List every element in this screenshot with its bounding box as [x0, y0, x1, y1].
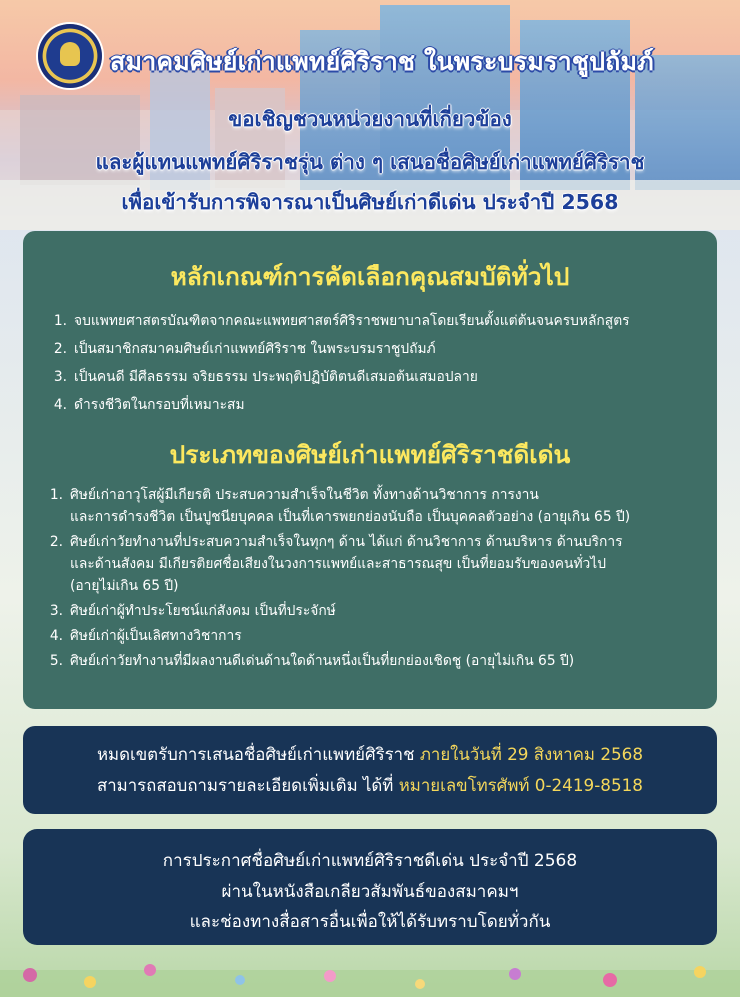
- item-number: 1.: [49, 487, 63, 503]
- deadline-line: [23, 742, 717, 768]
- item-text: เป็นคนดี มีศีลธรรม จริยธรรม ประพฤติปฏิบัติตนดีเสมอต้นเสมอปลาย: [74, 369, 478, 385]
- item-number: 5.: [49, 653, 63, 669]
- announcement-box: [23, 829, 717, 945]
- contact-line: [23, 773, 717, 799]
- list-item: [45, 391, 705, 419]
- list-item: [41, 625, 709, 647]
- item-number: 1.: [53, 313, 67, 329]
- deadline-box: [23, 726, 717, 814]
- item-text: ศิษย์เก่าวัยทำงานที่ประสบความสำเร็จในทุกๆ ด้าน ได้แก่ ด้านวิชาการ ด้านบริหาร ด้านบริการ: [70, 534, 623, 550]
- deadline-text: หมดเขตรับการเสนอชื่อศิษย์เก่าแพทย์ศิริราช: [96, 744, 415, 764]
- invite-line-2: และผู้แทนแพทย์ศิริราชรุ่น ต่าง ๆ เสนอชื่อศิษย์เก่าแพทย์ศิริราช: [95, 150, 645, 174]
- item-text: ศิษย์เก่าผู้เป็นเลิศทางวิชาการ: [70, 628, 242, 644]
- list-item: [45, 335, 705, 363]
- item-text: ศิษย์เก่าวัยทำงานที่มีผลงานดีเด่นด้านใดด้านหนึ่งเป็นที่ยกย่องเชิดชู (อายุไม่เกิน 65 ปี): [70, 653, 575, 669]
- list-item: [41, 531, 709, 597]
- item-number: 4.: [49, 628, 63, 644]
- types-list: [41, 484, 709, 675]
- announcement-line-3: และช่องทางสื่อสารอื่นเพื่อให้ได้รับทราบโดยทั่วกัน: [189, 912, 551, 932]
- invite-line-1: ขอเชิญชวนหน่วยงานที่เกี่ยวข้อง: [228, 107, 512, 131]
- item-text: ศิษย์เก่าอาวุโสผู้มีเกียรติ ประสบความสำเร็จในชีวิต ทั้งทางด้านวิชาการ การงาน: [70, 487, 539, 503]
- invite-line-3: เพื่อเข้ารับการพิจารณาเป็นศิษย์เก่าดีเด่น ประจำปี 2568: [121, 190, 619, 214]
- announcement-line-1: การประกาศชื่อศิษย์เก่าแพทย์ศิริราชดีเด่น ประจำปี 2568: [162, 851, 578, 871]
- item-number: 2.: [49, 534, 63, 550]
- header: [0, 0, 740, 230]
- list-item: [45, 363, 705, 391]
- contact-text: สามารถสอบถามรายละเอียดเพิ่มเติม ได้ที่: [97, 775, 394, 795]
- item-number: 3.: [53, 369, 67, 385]
- organization-title: สมาคมศิษย์เก่าแพทย์ศิริราช ในพระบรมราชูปถัมภ์: [110, 47, 654, 76]
- item-text: ศิษย์เก่าผู้ทำประโยชน์แก่สังคม เป็นที่ประจักษ์: [70, 603, 336, 619]
- item-number: 4.: [53, 397, 67, 413]
- item-text: จบแพทยศาสตรบัณฑิตจากคณะแพทยศาสตร์ศิริราชพยาบาลโดยเรียนตั้งแต่ต้นจนครบหลักสูตร: [74, 313, 630, 329]
- item-number: 3.: [49, 603, 63, 619]
- list-item: [41, 650, 709, 672]
- list-item: [45, 307, 705, 335]
- item-text: (อายุไม่เกิน 65 ปี): [70, 578, 179, 594]
- item-text: และการดำรงชีวิต เป็นปูชนียบุคคล เป็นที่เคารพยกย่องนับถือ เป็นบุคคลตัวอย่าง (อายุเกิน 65 ปี): [70, 509, 631, 525]
- flower-decoration: [0, 940, 740, 997]
- deadline-date: ภายในวันที่ 29 สิงหาคม 2568: [419, 744, 644, 764]
- types-title: ประเภทของศิษย์เก่าแพทย์ศิริราชดีเด่น: [169, 440, 571, 469]
- item-number: 2.: [53, 341, 67, 357]
- item-text: เป็นสมาชิกสมาคมศิษย์เก่าแพทย์ศิริราช ในพระบรมราชูปถัมภ์: [74, 341, 436, 357]
- announcement-line-2: ผ่านในหนังสือเกลียวสัมพันธ์ของสมาคมฯ: [221, 882, 519, 902]
- phone-number: หมายเลขโทรศัพท์ 0-2419-8518: [398, 775, 643, 795]
- criteria-panel: [23, 231, 717, 709]
- association-logo: [38, 24, 102, 88]
- item-text: ดำรงชีวิตในกรอบที่เหมาะสม: [74, 397, 245, 413]
- item-text: และด้านสังคม มีเกียรติยศชื่อเสียงในวงการแพทย์และสาธารณสุข เป็นที่ยอมรับของคนทั่วไป: [70, 556, 606, 572]
- criteria-title: หลักเกณฑ์การคัดเลือกคุณสมบัติทั่วไป: [170, 262, 570, 291]
- criteria-list: [45, 307, 705, 419]
- list-item: [41, 600, 709, 622]
- list-item: [41, 484, 709, 528]
